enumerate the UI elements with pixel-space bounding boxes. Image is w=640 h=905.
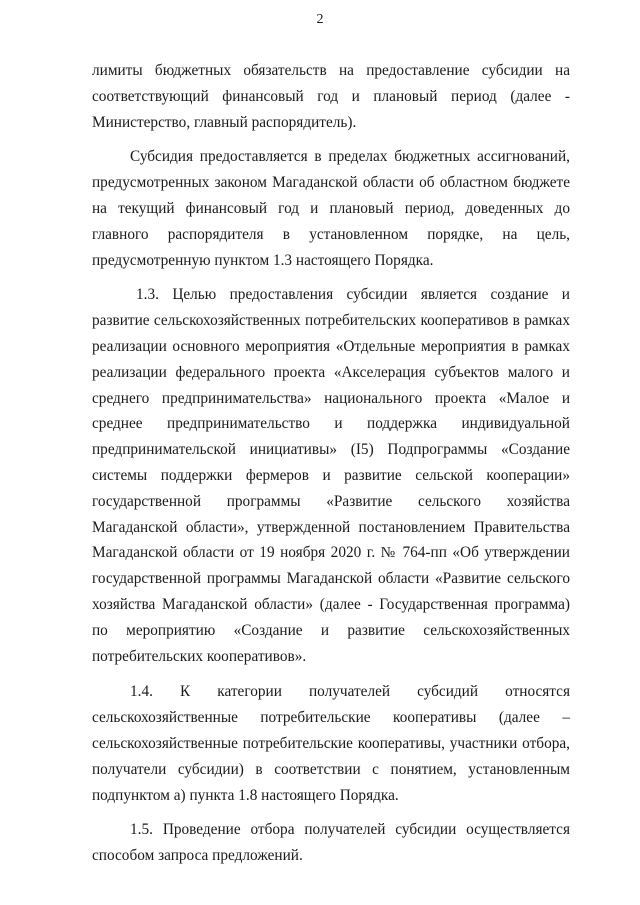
page-number: 2 [316,12,324,27]
paragraph-subsidy-limits: Субсидия предоставляется в пределах бюджетных ассигнований, предусмотренных законом Магаданской области об областном бюджете на текущий финансовый год и плановый период, доведенных до главного распорядителя в установленном порядке, на цель, предусмотренную пунктом 1.3 настоящего Порядка. [92,148,570,269]
paragraph-1-3-purpose: 1.3. Целью предоставления субсидии является создание и развитие сельскохозяйственных потребительских кооперативов в рамках реализации основного мероприятия «Отдельные мероприятия в рамках реализации федерального проекта «Акселерация субъектов малого и среднего предпринимательства» национального проекта «Малое и среднее предпринимательство и поддержка индивидуальной предпринимательской инициативы» (I5) Подпрограммы «Создание системы поддержки фермеров и развитие сельской кооперации» государственной программы «Развитие сельского хозяйства Магаданской области», утвержденной постановлением Правительства Магаданской области от 19 ноября 2020 г. № 764-пп «Об утверждении государственной программы Магаданской области «Развитие сельского хозяйства Магаданской области» (далее - Государственная программа) по мероприятию «Создание и развитие сельскохозяйственных потребительских кооперативов». [92,286,570,665]
paragraph-1-4-recipients: 1.4. К категории получателей субсидий относятся сельскохозяйственные потребительские кооперативы (далее – сельскохозяйственные потребительские кооперативы, участники отбора, получатели субсидии) в соответствии с понятием, установленным подпунктом а) пункта 1.8 настоящего Порядка. [92,683,570,804]
document-body [92,58,570,869]
paragraph-1-5-selection: 1.5. Проведение отбора получателей субсидии осуществляется способом запроса предложений. [92,821,570,865]
paragraph-continuation: лимиты бюджетных обязательств на предоставление субсидии на соответствующий финансовый год и плановый период (далее - Министерство, главный распорядитель). [92,62,570,131]
